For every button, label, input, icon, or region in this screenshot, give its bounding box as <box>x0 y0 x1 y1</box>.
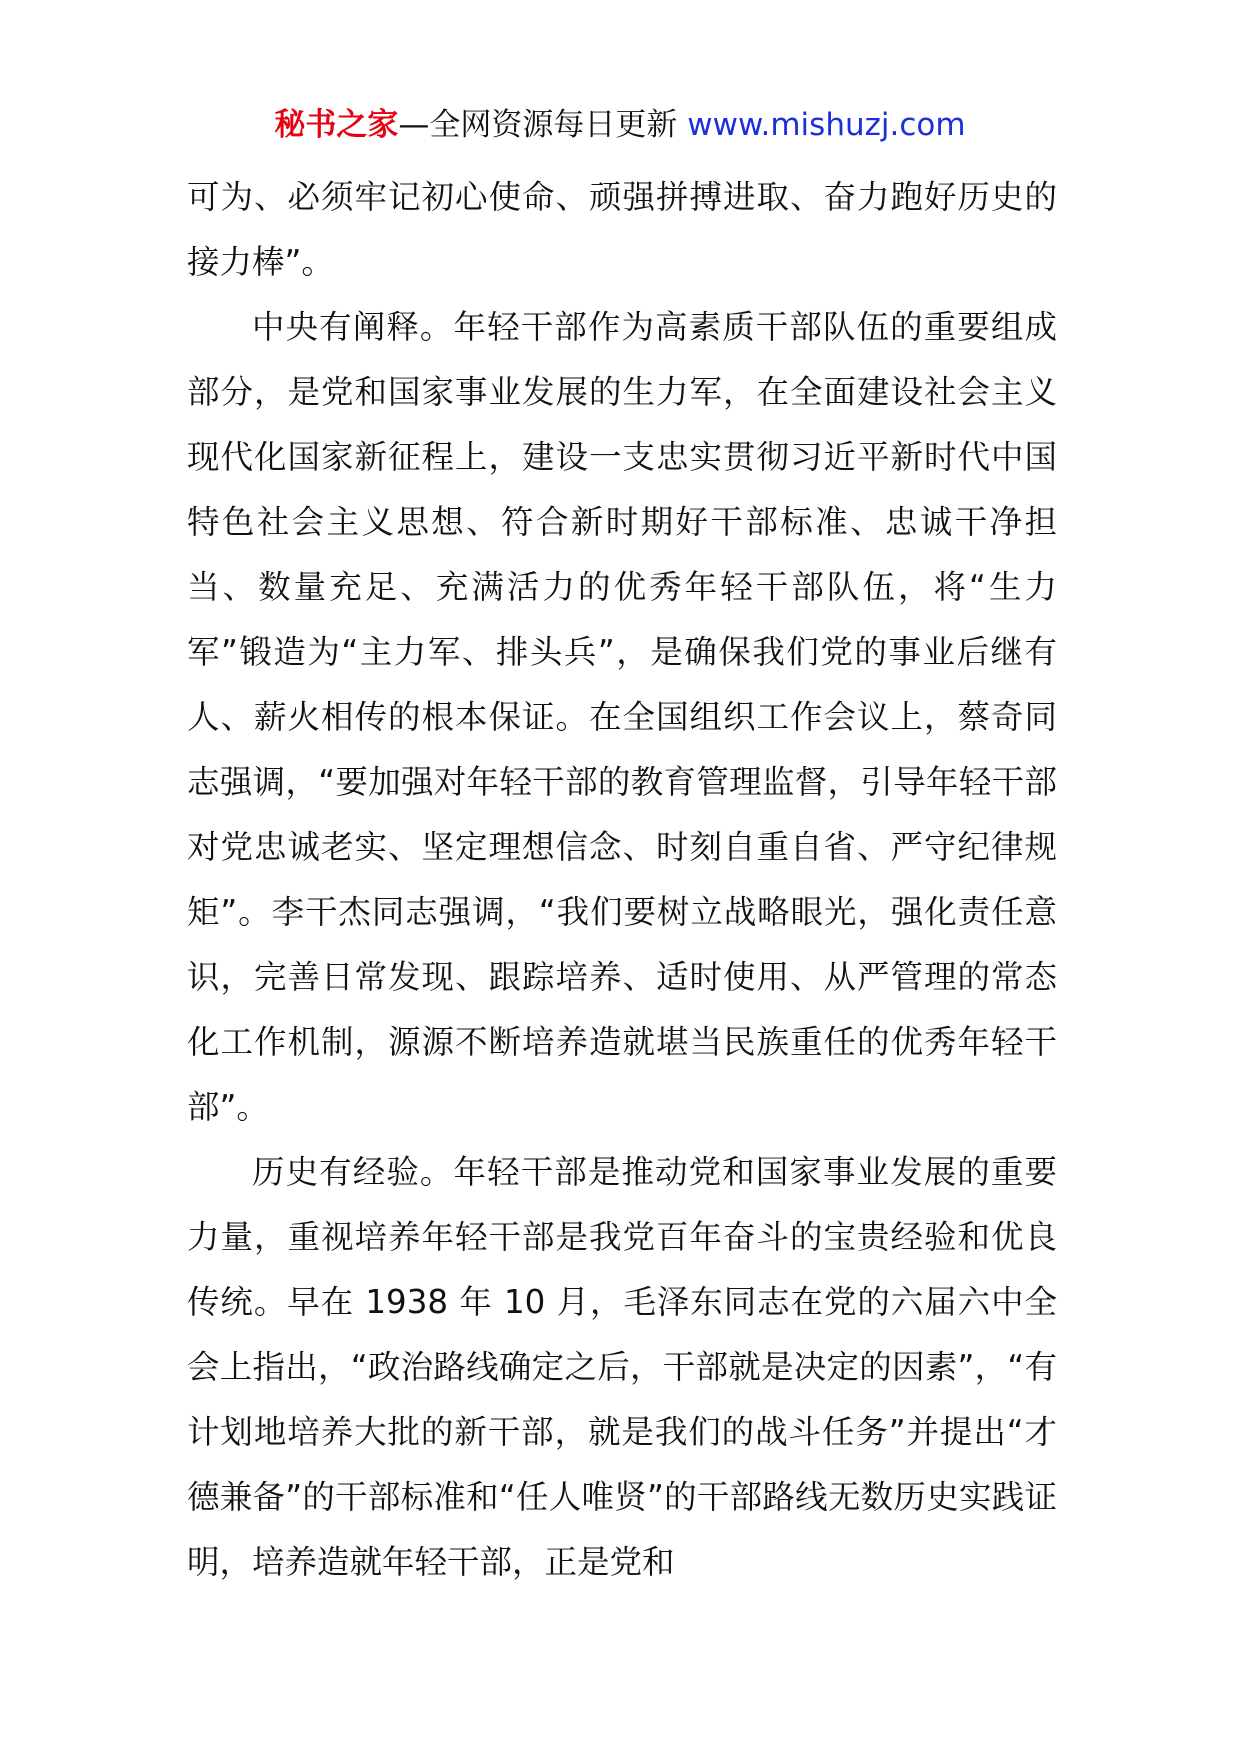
paragraph-historical-experience: 历史有经验。年轻干部是推动党和国家事业发展的重要力量，重视培养年轻干部是我党百年奋斗的宝贵经验和优良传统。早在 1938 年 10 月，毛泽东同志在党的六届六中全会上指出，“政治路线确定之后，干部就是决定的因素”，“有计划地培养大批的新干部，就是我们的战斗任务”并提出“才德兼备”的干部标准和“任人唯贤”的干部路线无数历史实践证明，培养造就年轻干部，正是党和 <box>187 1153 1057 1581</box>
paragraph-continuation: 可为、必须牢记初心使命、顽强拼搏进取、奋力跑好历史的接力棒”。 <box>187 178 1057 281</box>
brand-name: 秘书之家 <box>274 107 399 143</box>
document-body <box>187 165 1057 1595</box>
page-header <box>0 100 1240 150</box>
header-tagline: —全网资源每日更新 <box>398 107 678 143</box>
website-link[interactable]: www.mishuzj.com <box>687 107 966 143</box>
paragraph-central-interpretation: 中央有阐释。年轻干部作为高素质干部队伍的重要组成部分，是党和国家事业发展的生力军，在全面建设社会主义现代化国家新征程上，建设一支忠实贯彻习近平新时代中国特色社会主义思想、符合新时期好干部标准、忠诚干净担当、数量充足、充满活力的优秀年轻干部队伍，将“生力军”锻造为“主力军、排头兵”，是确保我们党的事业后继有人、薪火相传的根本保证。在全国组织工作会议上，蔡奇同志强调，“要加强对年轻干部的教育管理监督，引导年轻干部对党忠诚老实、坚定理想信念、时刻自重自省、严守纪律规矩”。李干杰同志强调，“我们要树立战略眼光，强化责任意识，完善日常发现、跟踪培养、适时使用、从严管理的常态化工作机制，源源不断培养造就堪当民族重任的优秀年轻干部”。 <box>187 308 1057 1126</box>
